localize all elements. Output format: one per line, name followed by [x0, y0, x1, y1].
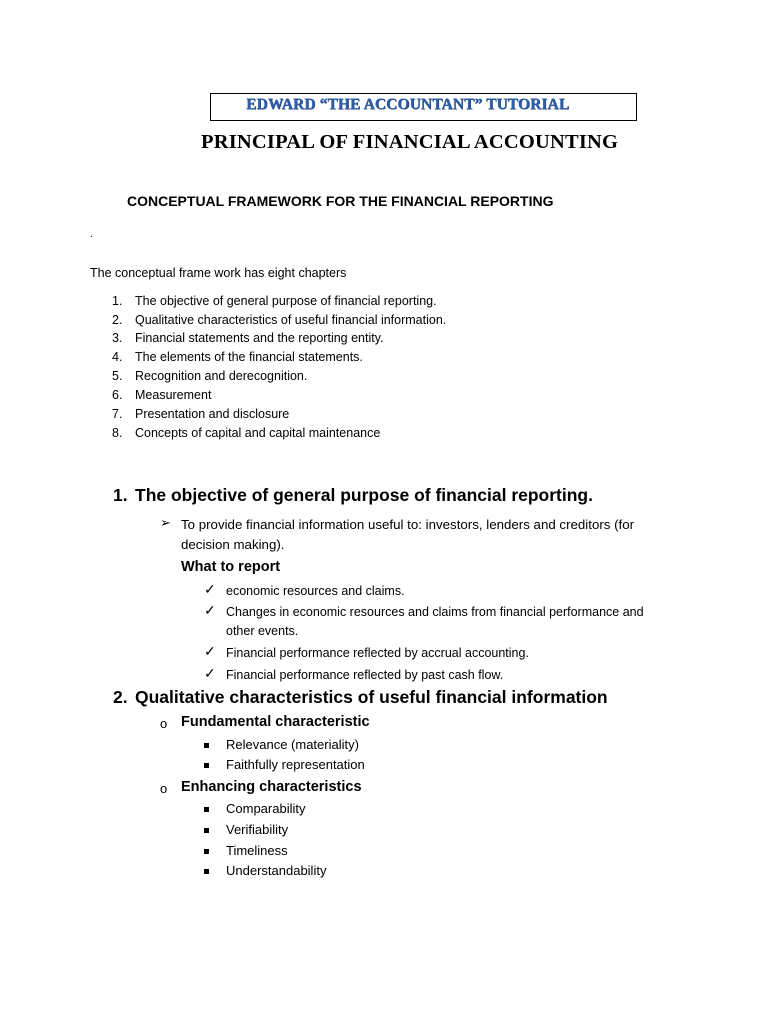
chapter-text: The elements of the financial statements. — [135, 350, 363, 364]
check-item-text: Changes in economic resources and claims from financial performance and other events. — [226, 605, 644, 638]
chapter-number: 3. — [112, 331, 123, 345]
page-title: PRINCIPAL OF FINANCIAL ACCOUNTING — [201, 131, 619, 153]
circle-bullet-icon: o — [160, 781, 168, 796]
bullet-item-text: Relevance (materiality) — [226, 737, 359, 752]
chapter-text: Recognition and derecognition. — [135, 369, 308, 383]
section-number: 1. — [113, 485, 128, 505]
section-2-heading — [113, 687, 713, 711]
chapter-number: 1. — [112, 294, 123, 308]
chapter-text: Concepts of capital and capital maintenance — [135, 426, 381, 440]
circle-bullet-icon: o — [160, 716, 168, 731]
document-subtitle: CONCEPTUAL FRAMEWORK FOR THE FINANCIAL REPORTING — [127, 193, 554, 209]
checkmark-icon: ✓ — [204, 581, 216, 597]
check-item-text: Financial performance reflected by accrual accounting. — [226, 646, 529, 660]
bullet-item-text: Understandability — [226, 863, 327, 878]
objective-text: To provide financial information useful to: investors, lenders and creditors (for decision making). — [181, 517, 635, 552]
square-bullet-icon — [204, 849, 209, 854]
square-bullet-icon — [204, 763, 209, 768]
chapter-number: 5. — [112, 369, 123, 383]
section-number: 2. — [113, 687, 128, 707]
fundamental-heading: Fundamental characteristic — [181, 714, 370, 730]
intro-text: The conceptual frame work has eight chapters — [90, 266, 347, 280]
square-bullet-icon — [204, 743, 209, 748]
square-bullet-icon — [204, 828, 209, 833]
chapter-number: 2. — [112, 313, 123, 327]
tutorial-title: EDWARD “THE ACCOUNTANT” TUTORIAL — [246, 96, 570, 113]
square-bullet-icon — [204, 807, 209, 812]
chapter-text: Qualitative characteristics of useful financial information. — [135, 313, 447, 327]
chapter-text: The objective of general purpose of financial reporting. — [135, 294, 437, 308]
chapter-number: 7. — [112, 407, 123, 421]
bullet-item-text: Timeliness — [226, 843, 288, 858]
chapter-text: Measurement — [135, 388, 212, 402]
bullet-item-text: Comparability — [226, 801, 306, 816]
bullet-item-text: Faithfully representation — [226, 757, 365, 772]
square-bullet-icon — [204, 869, 209, 874]
stray-dot: . — [90, 229, 93, 240]
chapter-number: 6. — [112, 388, 123, 402]
check-item-text: economic resources and claims. — [226, 584, 405, 598]
chapter-number: 8. — [112, 426, 123, 440]
chapter-text: Presentation and disclosure — [135, 407, 290, 421]
section-title: Qualitative characteristics of useful financial information — [135, 687, 608, 707]
chapter-text: Financial statements and the reporting entity. — [135, 331, 384, 345]
check-item-text: Financial performance reflected by past cash flow. — [226, 668, 504, 682]
arrow-bullet-icon: ➢ — [160, 515, 171, 530]
chapter-number: 4. — [112, 350, 123, 364]
checkmark-icon: ✓ — [204, 602, 216, 618]
checkmark-icon: ✓ — [204, 643, 216, 659]
section-1-heading — [113, 485, 713, 509]
checkmark-icon: ✓ — [204, 665, 216, 681]
section-title: The objective of general purpose of financial reporting. — [135, 485, 593, 505]
what-to-report-heading: What to report — [181, 559, 281, 575]
enhancing-heading: Enhancing characteristics — [181, 779, 362, 795]
bullet-item-text: Verifiability — [226, 822, 289, 837]
